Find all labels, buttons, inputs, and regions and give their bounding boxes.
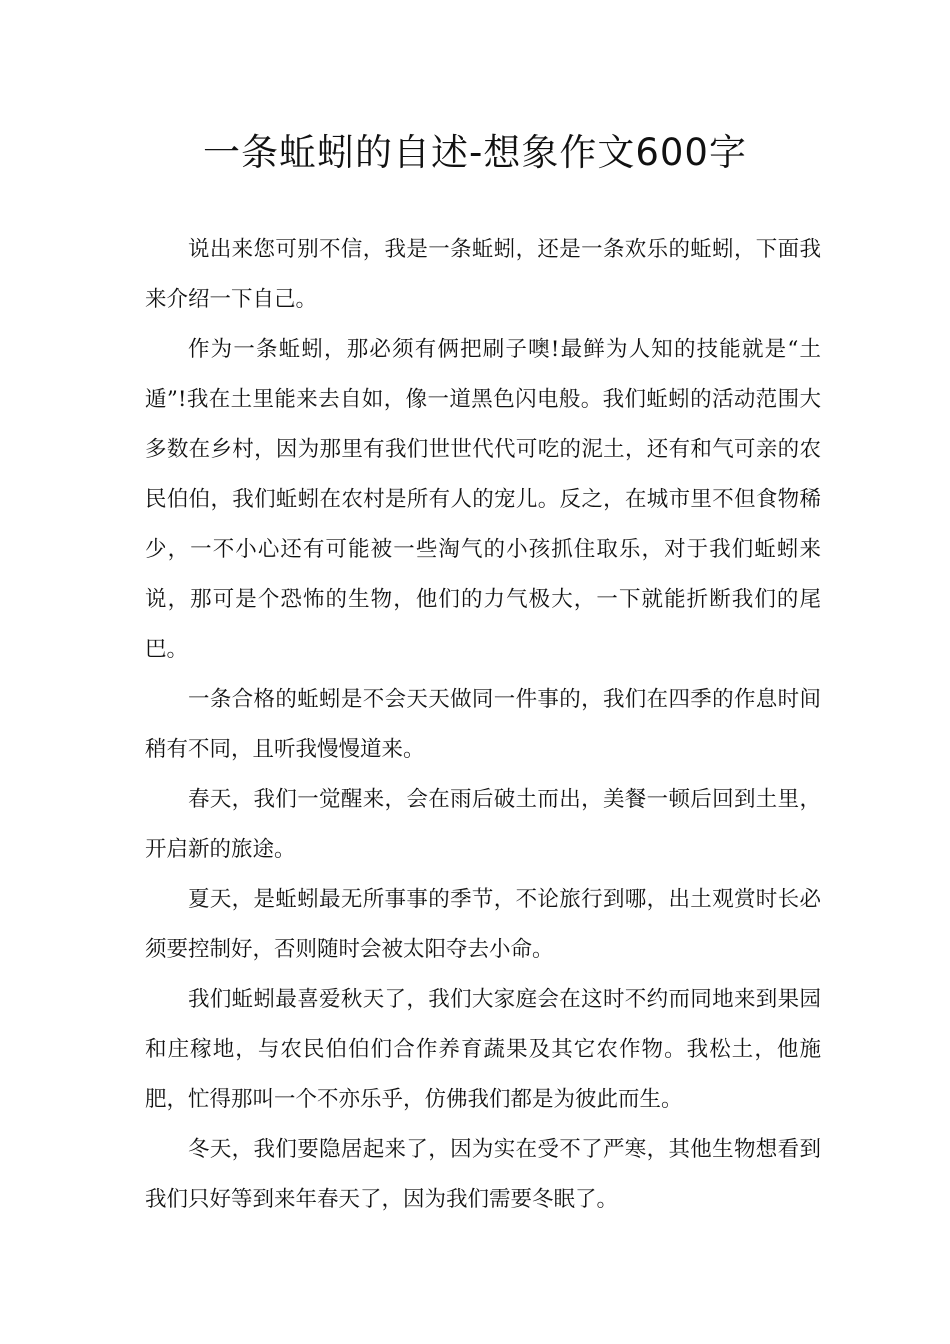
- paragraph-6: 我们蚯蚓最喜爱秋天了，我们大家庭会在这时不约而同地来到果园和庄稼地，与农民伯伯们合作养育蔬果及其它农作物。我松土，他施肥，忙得那叫一个不亦乐乎，仿佛我们都是为彼此而生。: [145, 987, 821, 1112]
- document-body: [145, 225, 821, 1225]
- paragraph-1: 说出来您可别不信，我是一条蚯蚓，还是一条欢乐的蚯蚓，下面我来介绍一下自己。: [145, 237, 821, 312]
- paragraph-2: 作为一条蚯蚓，那必须有俩把刷子噢!最鲜为人知的技能就是“土遁”!我在土里能来去自如，像一道黑色闪电般。我们蚯蚓的活动范围大多数在乡村，因为那里有我们世世代代可吃的泥土，还有和气可亲的农民伯伯，我们蚯蚓在农村是所有人的宠儿。反之，在城市里不但食物稀少，一不小心还有可能被一些淘气的小孩抓住取乐，对于我们蚯蚓来说，那可是个恐怖的生物，他们的力气极大，一下就能折断我们的尾巴。: [145, 337, 821, 662]
- paragraph-5: 夏天，是蚯蚓最无所事事的季节，不论旅行到哪，出土观赏时长必须要控制好，否则随时会被太阳夺去小命。: [145, 887, 821, 962]
- document-title: 一条蚯蚓的自述-想象作文600字: [203, 131, 747, 174]
- paragraph-7: 冬天，我们要隐居起来了，因为实在受不了严寒，其他生物想看到我们只好等到来年春天了，因为我们需要冬眠了。: [145, 1137, 821, 1212]
- paragraph-3: 一条合格的蚯蚓是不会天天做同一件事的，我们在四季的作息时间稍有不同，且听我慢慢道来。: [145, 687, 821, 762]
- paragraph-4: 春天，我们一觉醒来，会在雨后破土而出，美餐一顿后回到土里，开启新的旅途。: [145, 787, 821, 862]
